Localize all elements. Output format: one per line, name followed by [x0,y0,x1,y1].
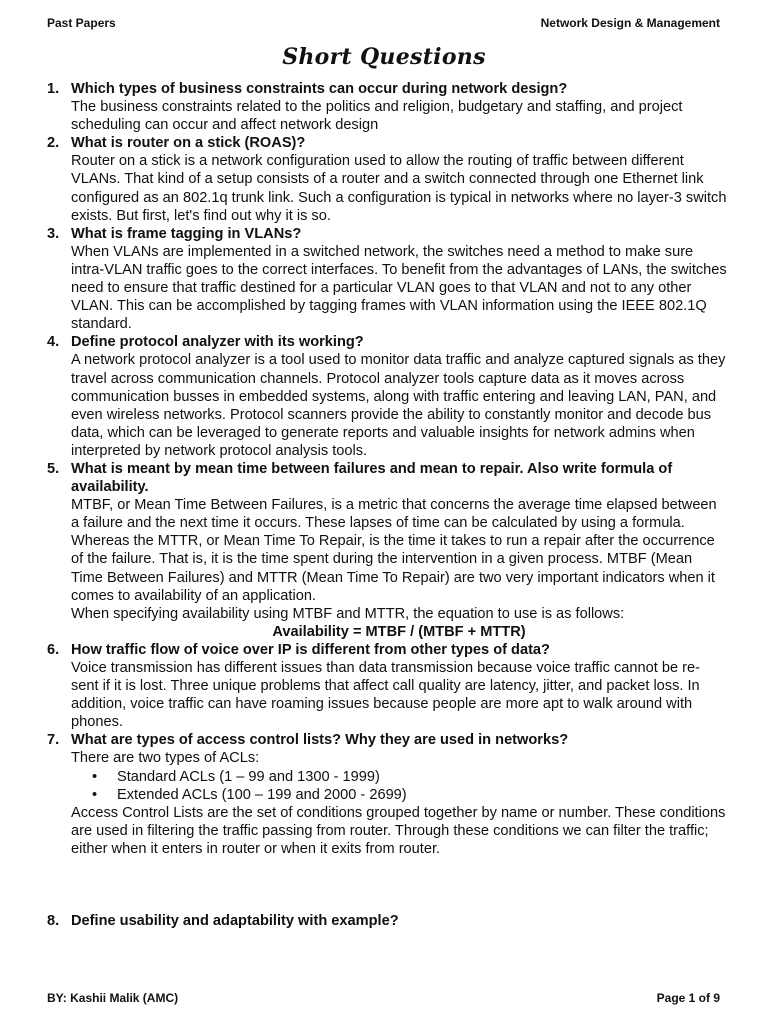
answer-text: A network protocol analyzer is a tool used to monitor data traffic and analyze captured signals as they travel across communication channels. Protocol analyzer tools capture data as it moves across communication busses in embedded systems, along with traffic entering and leaving LAN, PAN, and even wireless networks. Protocol scanners provide the ability to constantly monitor and decode bus data, which can be leveraged to generate reports and valuable insights for network admins when interpreted by network protocol analysis tools. [71,352,726,459]
answer-text: The business constraints related to the politics and religion, budgetary and staffing, and project scheduling can occur and affect network design [71,99,683,134]
question-number: 3. [47,225,60,242]
question-text: Define protocol analyzer with its working? [71,334,364,351]
page-number: Page 1 of 9 [656,991,720,1005]
answer-text: Voice transmission has different issues than data transmission because voice traffic cannot be re-sent if it is lost. Three unique problems that affect call quality are latency, jitter, and packet loss. In addition, voice traffic can have roaming issues because people are more apt to walk around with phones. [71,660,700,731]
availability-formula: Availability = MTBF / (MTBF + MTTR) [272,623,526,640]
question-number: 1. [47,81,60,97]
answer-paragraph: MTBF, or Mean Time Between Failures, is a metric that concerns the average time elapsed between a failure and the next time it occurs. These lapses of time can be calculated by using a formula. [71,497,717,532]
questions-list [47,80,727,930]
footer-author: BY: Kashii Malik (AMC) [47,991,179,1005]
bullet-icon: • [92,768,98,785]
list-item [71,768,727,786]
question-number: 5. [47,460,60,477]
question-text: What is router on a stick (ROAS)? [71,135,306,152]
question-item [47,731,727,858]
question-item [47,80,727,134]
question-number: 4. [47,334,60,351]
question-text: Define usability and adaptability with example? [71,913,399,930]
header-right: Network Design & Management [540,16,720,30]
answer-text: When VLANs are implemented in a switched network, the switches need a method to make sure intra-VLAN traffic goes to the correct interfaces. To benefit from the advantages of LANs, the switches need to ensure that traffic destined for a particular VLAN goes to that VLAN and not to any other VLAN. This can be accomplished by tagging frames with VLAN information using the IEEE 802.1Q standard. [71,243,727,333]
question-item [47,333,727,460]
answer-paragraph: Whereas the MTTR, or Mean Time To Repair, is the time it takes to run a repair after the occurrence of the failure. That is, it is the time spent during the intervention in a given process. MTBF (Mean Time Between Failures) and MTTR (Mean Time To Repair) are two very important indicators when it comes to availability of an application. [71,533,715,604]
question-number: 8. [47,913,60,930]
answer-paragraph: When specifying availability using MTBF and MTTR, the equation to use is as follows: [71,605,625,622]
answer-text: Access Control Lists are the set of conditions grouped together by name or number. These conditions are used in filtering the traffic passing from router. Through these conditions we can filter the traffic; either when it enters in router or when it exits from router. [71,804,726,857]
question-text: What are types of access control lists? Why they are used in networks? [71,732,569,749]
question-item [47,225,727,334]
question-text: How traffic flow of voice over IP is different from other types of data? [71,641,550,658]
header-left: Past Papers [47,16,116,30]
list-item [71,786,727,804]
question-text: What is frame tagging in VLANs? [71,225,302,242]
answer-text: Router on a stick is a network configuration used to allow the routing of traffic between different VLANs. That kind of a setup consists of a router and a switch connected through one Ethernet link configured as an 802.1q trunk link. Such a configuration is typical in networks where no layer-3 switch exists. But first, let's find out why it is so. [71,153,727,224]
question-number: 6. [47,641,60,658]
question-item [47,912,727,930]
bullet-icon: • [92,786,98,803]
question-number: 2. [47,135,60,152]
question-item [47,641,727,731]
question-item [47,460,727,641]
question-number: 7. [47,732,60,749]
question-text: Which types of business constraints can occur during network design? [71,81,568,97]
question-item [47,134,727,224]
question-text: What is meant by mean time between failures and mean to repair. Also write formula of availability. [71,460,673,496]
list-item-text: Extended ACLs (100 – 199 and 2000 - 2699) [117,786,407,803]
acl-types-list [71,768,727,804]
list-item-text: Standard ACLs (1 – 99 and 1300 - 1999) [117,768,380,785]
page-title: Short Questions [282,44,486,70]
answer-intro: There are two types of ACLs: [71,750,260,767]
